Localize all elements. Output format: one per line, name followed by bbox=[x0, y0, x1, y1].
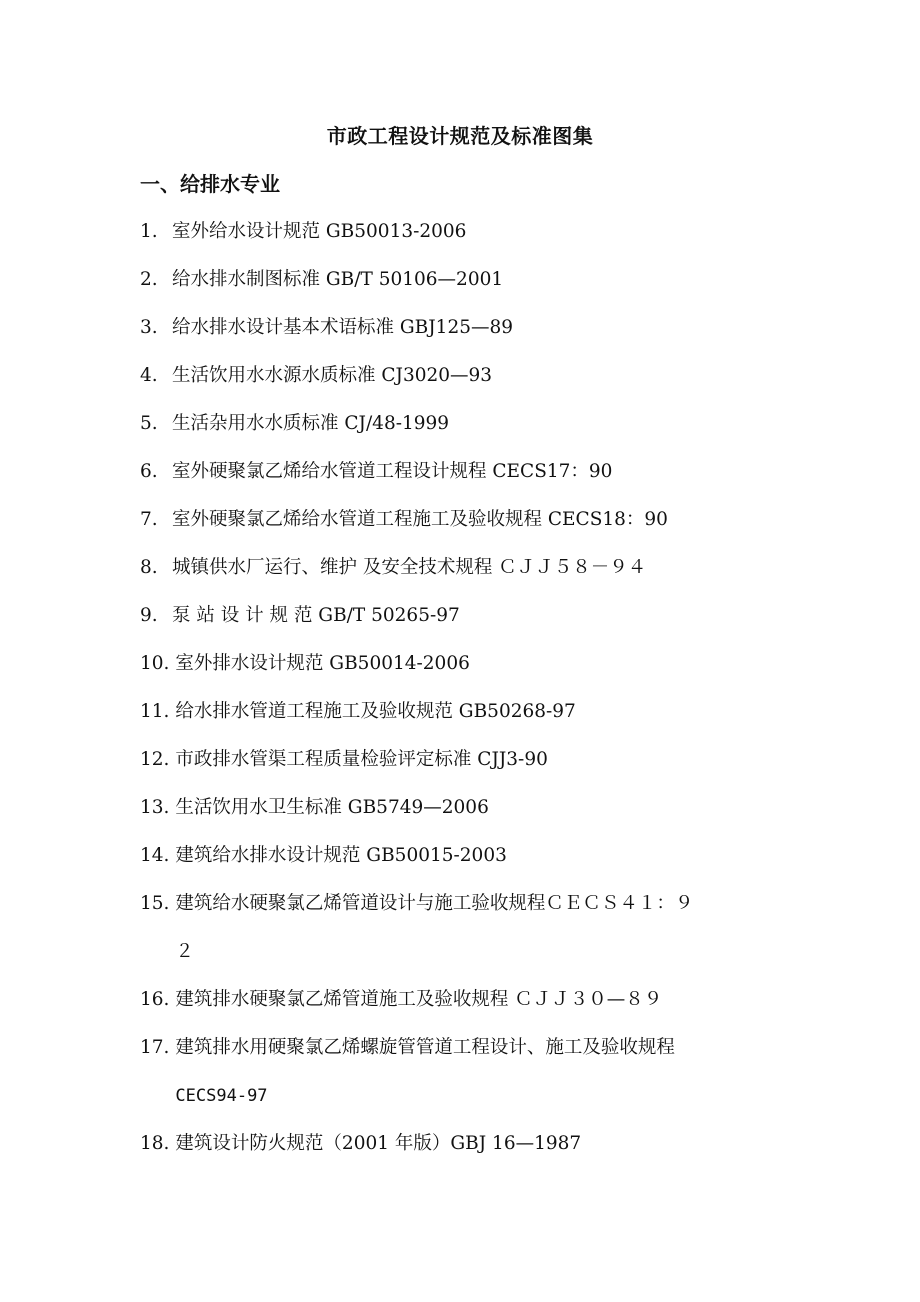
list-item bbox=[140, 744, 790, 776]
item-text: 室外硬聚氯乙烯给水管道工程施工及验收规程 CECS18：90 bbox=[172, 509, 668, 530]
item-text: 市政排水管渠工程质量检验评定标准 CJJ3-90 bbox=[175, 749, 548, 770]
list-item bbox=[140, 696, 790, 728]
item-number: 7. bbox=[140, 509, 158, 530]
list-item bbox=[140, 984, 790, 1016]
item-text: 建筑给水硬聚氯乙烯管道设计与施工验收规程ＣＥＣＳ４１：９ bbox=[175, 893, 694, 914]
item-text: 生活杂用水水质标准 CJ/48-1999 bbox=[172, 413, 450, 434]
item-number: 16. bbox=[140, 989, 170, 1010]
item-number: 17. bbox=[140, 1037, 170, 1058]
list-item bbox=[140, 888, 790, 968]
item-text-block bbox=[175, 888, 790, 968]
list-item bbox=[140, 1128, 790, 1160]
list-item bbox=[140, 648, 790, 680]
standards-list bbox=[140, 216, 790, 1176]
item-number: 15. bbox=[140, 893, 170, 914]
item-number: 12. bbox=[140, 749, 170, 770]
list-item bbox=[140, 408, 790, 440]
list-item bbox=[140, 792, 790, 824]
item-number: 18. bbox=[140, 1133, 170, 1154]
list-item bbox=[140, 552, 790, 584]
item-text-continuation: CECS94-97 bbox=[175, 1086, 268, 1106]
item-text: 建筑排水硬聚氯乙烯管道施工及验收规程 ＣＪＪ３０—８９ bbox=[175, 989, 663, 1010]
item-text-block bbox=[175, 1032, 790, 1112]
item-text-continuation: ２ bbox=[175, 941, 194, 962]
item-text: 泵 站 设 计 规 范 GB/T 50265-97 bbox=[172, 605, 460, 626]
item-number: 3. bbox=[140, 317, 158, 338]
list-item bbox=[140, 456, 790, 488]
document-title: 市政工程设计规范及标准图集 bbox=[326, 124, 594, 148]
item-number: 8. bbox=[140, 557, 158, 578]
item-text: 生活饮用水水源水质标准 CJ3020—93 bbox=[172, 365, 493, 386]
item-text: 城镇供水厂运行、维护 及安全技术规程 ＣＪＪ５８－９４ bbox=[172, 557, 647, 578]
list-item bbox=[140, 312, 790, 344]
section-heading: 一、给排水专业 bbox=[140, 172, 280, 196]
item-number: 5. bbox=[140, 413, 158, 434]
item-text: 室外排水设计规范 GB50014-2006 bbox=[175, 653, 470, 674]
item-number: 13. bbox=[140, 797, 170, 818]
item-number: 14. bbox=[140, 845, 170, 866]
item-number: 10. bbox=[140, 653, 170, 674]
list-item bbox=[140, 600, 790, 632]
list-item bbox=[140, 264, 790, 296]
item-text: 生活饮用水卫生标准 GB5749—2006 bbox=[175, 797, 489, 818]
item-number: 6. bbox=[140, 461, 158, 482]
item-text: 室外给水设计规范 GB50013-2006 bbox=[172, 221, 467, 242]
list-item bbox=[140, 360, 790, 392]
item-number: 2. bbox=[140, 269, 158, 290]
list-item bbox=[140, 504, 790, 536]
item-number: 11. bbox=[140, 701, 170, 722]
list-item bbox=[140, 216, 790, 248]
item-text: 给水排水制图标准 GB/T 50106—2001 bbox=[172, 269, 504, 290]
item-text: 建筑给水排水设计规范 GB50015-2003 bbox=[175, 845, 507, 866]
item-text: 给水排水设计基本术语标准 GBJ125—89 bbox=[172, 317, 514, 338]
list-item bbox=[140, 1032, 790, 1112]
item-text: 给水排水管道工程施工及验收规范 GB50268-97 bbox=[175, 701, 576, 722]
item-number: 1. bbox=[140, 221, 158, 242]
item-text: 建筑排水用硬聚氯乙烯螺旋管管道工程设计、施工及验收规程 bbox=[175, 1037, 675, 1058]
item-number: 9. bbox=[140, 605, 158, 626]
item-text: 建筑设计防火规范（2001 年版）GBJ 16—1987 bbox=[175, 1133, 582, 1154]
list-item bbox=[140, 840, 790, 872]
item-number: 4. bbox=[140, 365, 158, 386]
item-text: 室外硬聚氯乙烯给水管道工程设计规程 CECS17：90 bbox=[172, 461, 613, 482]
